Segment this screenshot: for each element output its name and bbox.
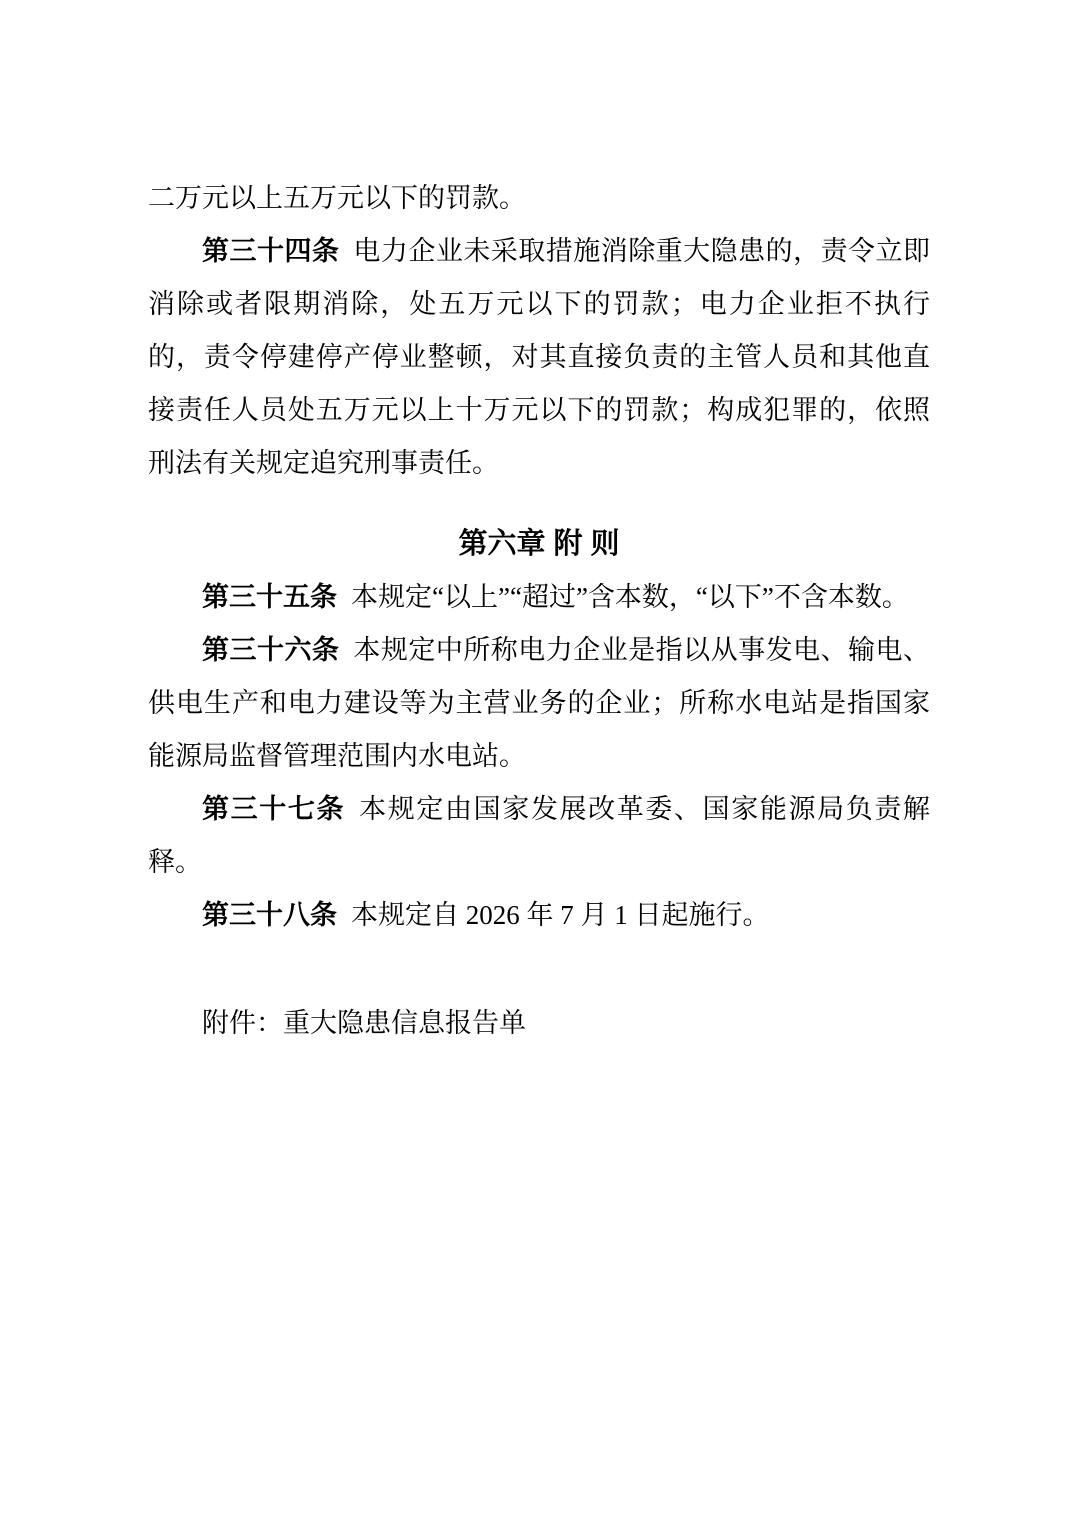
article-34-text: 电力企业未采取措施消除重大隐患的，责令立即消除或者限期消除，处五万元以下的罚款；电力企业拒不执行的，责令停建停产停业整顿，对其直接负责的主管人员和其他直接责任人员处五万元以上十万元以下的罚款；构成犯罪的，依照刑法有关规定追究刑事责任。 xyxy=(148,236,931,478)
article-36-paragraph xyxy=(148,624,930,783)
article-35-number: 第三十五条 xyxy=(202,582,337,612)
article-35-text: 本规定“以上”“超过”含本数，“以下”不含本数。 xyxy=(351,582,909,612)
article-34-number: 第三十四条 xyxy=(202,236,340,266)
article-36-number: 第三十六条 xyxy=(202,635,340,665)
article-36-text: 本规定中所称电力企业是指以从事发电、输电、供电生产和电力建设等为主营业务的企业；所称水电站是指国家能源局监督管理范围内水电站。 xyxy=(148,635,931,771)
article-38-number: 第三十八条 xyxy=(202,900,337,930)
article-35-paragraph xyxy=(148,571,930,624)
article-37-text: 本规定由国家发展改革委、国家能源局负责解释。 xyxy=(148,794,930,877)
chapter-heading: 第六章 附 则 xyxy=(458,528,620,560)
article-37-paragraph xyxy=(148,783,930,889)
article-34-paragraph xyxy=(148,225,930,490)
article-38-text: 本规定自 2026 年 7 月 1 日起施行。 xyxy=(351,900,770,930)
attachment-line: 附件：重大隐患信息报告单 xyxy=(202,1008,526,1038)
paragraph-continuation: 二万元以上五万元以下的罚款。 xyxy=(148,183,526,213)
article-37-number: 第三十七条 xyxy=(202,794,346,824)
page-content xyxy=(148,172,930,1050)
article-38-paragraph xyxy=(148,889,930,942)
